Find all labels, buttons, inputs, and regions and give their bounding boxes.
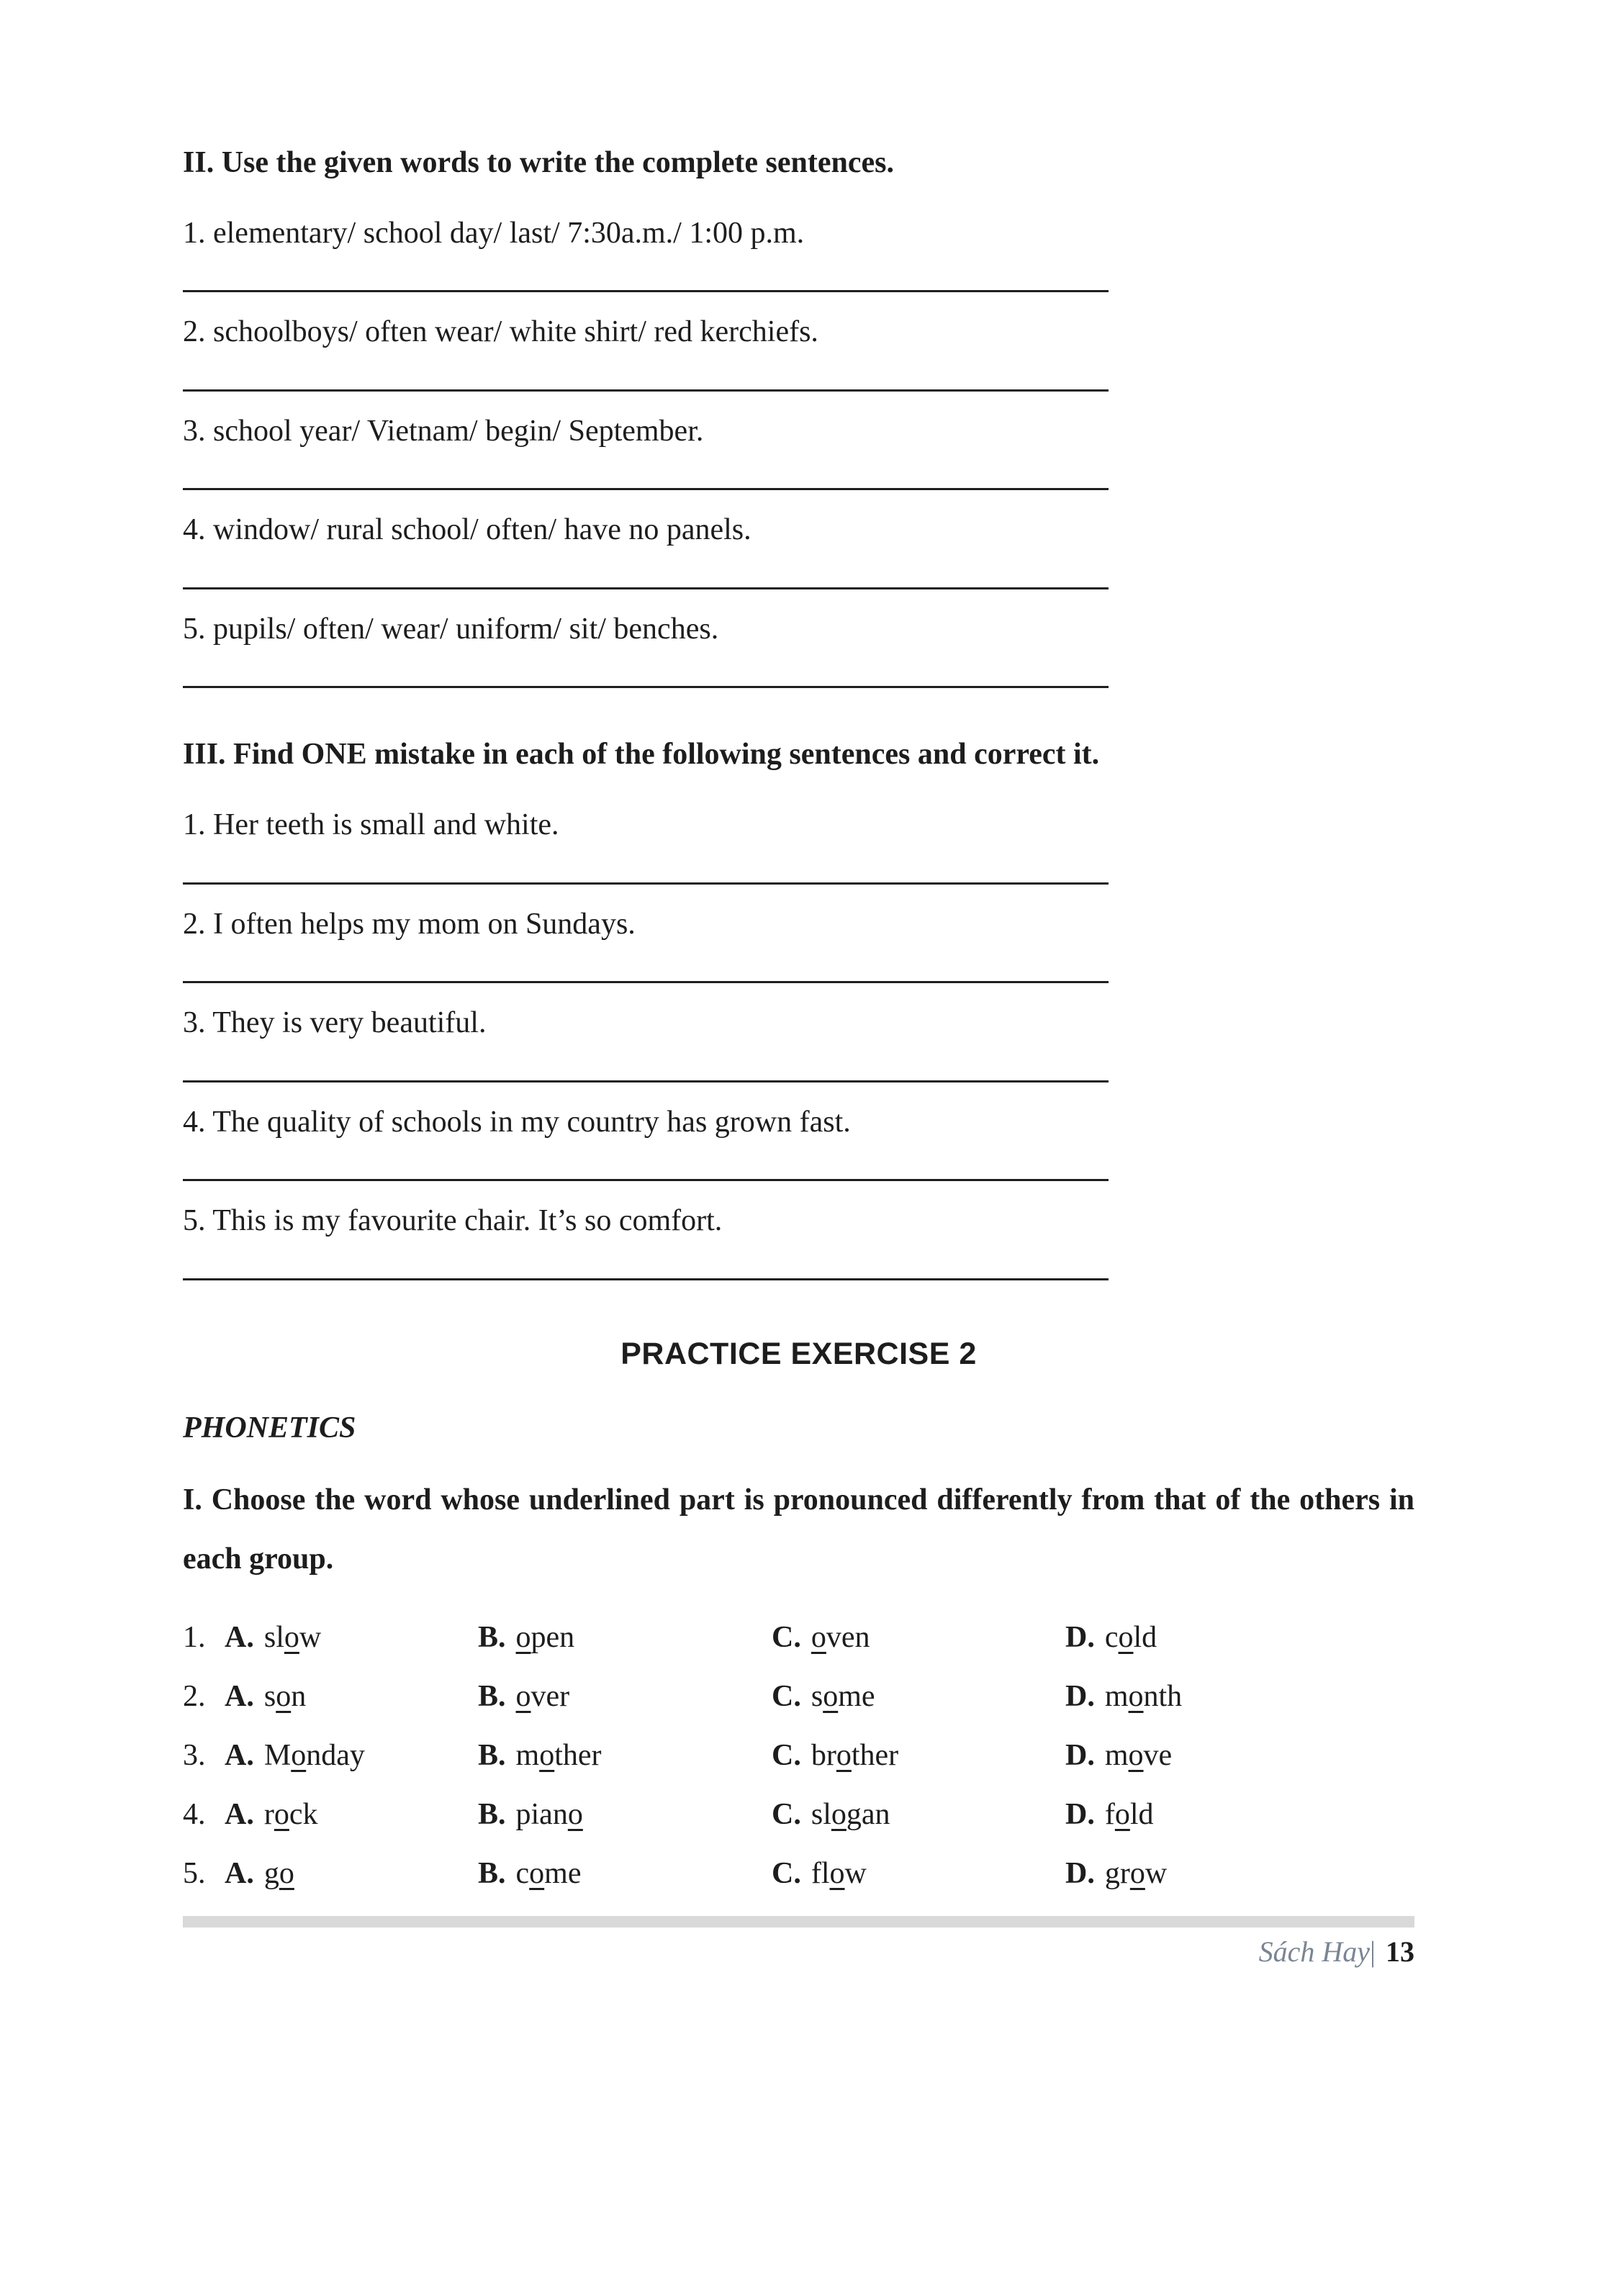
option-d <box>1065 1726 1414 1785</box>
word-post: ven <box>826 1620 870 1654</box>
word-pre: sl <box>263 1620 284 1654</box>
word-pre: c <box>1104 1620 1119 1654</box>
option-b-label: B. <box>478 1856 506 1890</box>
exercise-item-text: 2. schoolboys/ often wear/ white shirt/ red kerchiefs. <box>183 315 818 349</box>
option-d-word <box>1105 1798 1154 1831</box>
phonetics-row <box>183 1608 1414 1667</box>
phonetics-instruction: I. Choose the word whose underlined part is pronounced differently from that of the others in each group. <box>183 1483 1414 1576</box>
option-c <box>772 1844 1065 1903</box>
exercise-item-text: 1. elementary/ school day/ last/ 7:30a.m./ 1:00 p.m. <box>183 216 805 250</box>
word-post: w <box>844 1856 867 1890</box>
answer-blank-line <box>183 587 1109 589</box>
word-post: me <box>838 1679 875 1713</box>
option-c-label: C. <box>772 1738 801 1772</box>
option-c-label: C. <box>772 1679 801 1713</box>
option-a-word <box>264 1857 294 1890</box>
option-c <box>772 1667 1065 1726</box>
phonetics-subheading: PHONETICS <box>183 1411 356 1445</box>
word-post: ck <box>289 1797 318 1831</box>
section-iii-items <box>183 805 1414 1280</box>
word-underlined: o <box>1128 1679 1144 1713</box>
word-post: nth <box>1143 1679 1183 1713</box>
word-post: ther <box>851 1738 899 1772</box>
option-a-word <box>264 1798 318 1831</box>
answer-blank-line <box>183 389 1109 392</box>
option-c-word <box>811 1739 898 1772</box>
exercise-item <box>183 214 1414 293</box>
option-d-word <box>1105 1739 1172 1772</box>
option-c-word <box>811 1680 875 1713</box>
option-a-word <box>264 1680 306 1713</box>
brand-name: Sách Hay <box>1258 1935 1370 1968</box>
section-ii-title: II. Use the given words to write the complete sentences. <box>183 146 894 179</box>
phonetics-row <box>183 1844 1414 1903</box>
option-b <box>478 1608 772 1667</box>
answer-blank-line <box>183 488 1109 490</box>
option-d <box>1065 1844 1414 1903</box>
answer-blank-line <box>183 1179 1109 1181</box>
word-pre: r <box>263 1797 274 1831</box>
exercise-item <box>183 1201 1414 1280</box>
word-post: w <box>299 1620 322 1654</box>
footer-text <box>183 1933 1414 1971</box>
option-a <box>183 1667 478 1726</box>
option-d-label: D. <box>1065 1738 1095 1772</box>
section-iii-title: III. Find ONE mistake in each of the following sentences and correct it. <box>183 738 1100 772</box>
answer-blank-line <box>183 882 1109 885</box>
word-post: gan <box>846 1797 890 1831</box>
option-b-label: B. <box>478 1679 506 1713</box>
option-b <box>478 1667 772 1726</box>
option-a-word <box>264 1739 365 1772</box>
word-pre: pian <box>515 1797 568 1831</box>
option-a <box>183 1608 478 1667</box>
row-number: 4. <box>183 1797 206 1831</box>
option-b-label: B. <box>478 1797 506 1831</box>
exercise-item <box>183 905 1414 984</box>
word-underlined: o <box>1129 1856 1145 1890</box>
word-underlined: o <box>276 1679 292 1713</box>
word-underlined: o <box>811 1620 826 1654</box>
phonetics-row <box>183 1667 1414 1726</box>
word-underlined: o <box>1118 1620 1134 1654</box>
word-underlined: o <box>567 1797 583 1831</box>
word-underlined: o <box>539 1738 555 1772</box>
word-underlined: o <box>831 1797 847 1831</box>
word-pre: M <box>263 1738 292 1772</box>
answer-blank-line <box>183 686 1109 688</box>
exercise-item <box>183 1103 1414 1182</box>
option-b-word <box>516 1798 583 1831</box>
exercise-item <box>183 805 1414 885</box>
exercise-item <box>183 1003 1414 1083</box>
option-a <box>183 1726 478 1785</box>
option-c-label: C. <box>772 1620 801 1654</box>
row-number: 5. <box>183 1856 206 1890</box>
option-b <box>478 1844 772 1903</box>
option-b-word <box>516 1739 602 1772</box>
exercise-item-text: 4. window/ rural school/ often/ have no panels. <box>183 513 751 547</box>
word-pre: s <box>263 1679 276 1713</box>
word-underlined: o <box>1114 1797 1130 1831</box>
word-pre: gr <box>1104 1856 1130 1890</box>
word-pre: g <box>263 1856 279 1890</box>
word-post: ld <box>1129 1797 1154 1831</box>
word-underlined: o <box>529 1856 545 1890</box>
page-footer <box>183 1916 1414 1971</box>
word-pre: m <box>515 1738 540 1772</box>
section-ii <box>183 144 1414 688</box>
word-underlined: o <box>274 1797 289 1831</box>
option-a-word <box>264 1621 321 1654</box>
option-c <box>772 1608 1065 1667</box>
option-c-word <box>811 1857 867 1890</box>
option-b <box>478 1785 772 1844</box>
word-pre: m <box>1104 1679 1129 1713</box>
answer-blank-line <box>183 1278 1109 1280</box>
exercise-item-text: 4. The quality of schools in my country has grown fast. <box>183 1105 851 1139</box>
option-a-label: A. <box>225 1620 254 1654</box>
option-a-label: A. <box>225 1738 254 1772</box>
exercise-item-text: 3. They is very beautiful. <box>183 1006 487 1040</box>
option-d-label: D. <box>1065 1620 1095 1654</box>
word-post: ld <box>1133 1620 1157 1654</box>
word-post: me <box>544 1856 582 1890</box>
row-number: 2. <box>183 1679 206 1713</box>
word-pre: br <box>811 1738 836 1772</box>
option-d-word <box>1105 1680 1182 1713</box>
option-d-label: D. <box>1065 1797 1095 1831</box>
word-pre: m <box>1104 1738 1129 1772</box>
word-underlined: o <box>836 1738 852 1772</box>
section-ii-items <box>183 214 1414 689</box>
word-pre: f <box>1104 1797 1115 1831</box>
practice-exercise-2 <box>183 1337 1414 1903</box>
option-c <box>772 1785 1065 1844</box>
option-d-word <box>1105 1621 1157 1654</box>
word-underlined: o <box>1128 1738 1144 1772</box>
option-c-word <box>811 1798 890 1831</box>
word-underlined: o <box>279 1856 294 1890</box>
answer-blank-line <box>183 1080 1109 1083</box>
answer-blank-line <box>183 981 1109 983</box>
option-d <box>1065 1785 1414 1844</box>
footer-divider: | <box>1369 1935 1376 1968</box>
option-a <box>183 1785 478 1844</box>
word-post: pen <box>531 1620 575 1654</box>
option-d <box>1065 1608 1414 1667</box>
exercise-item-text: 5. This is my favourite chair. It’s so comfort. <box>183 1204 723 1238</box>
word-post: ther <box>554 1738 602 1772</box>
word-underlined: o <box>823 1679 839 1713</box>
option-d-word <box>1105 1857 1167 1890</box>
option-b <box>478 1726 772 1785</box>
exercise-item-text: 3. school year/ Vietnam/ begin/ September. <box>183 414 704 448</box>
word-pre: sl <box>811 1797 831 1831</box>
phonetics-rows <box>183 1608 1414 1903</box>
word-underlined: o <box>515 1620 531 1654</box>
word-post: ver <box>531 1679 570 1713</box>
option-a <box>183 1844 478 1903</box>
answer-blank-line <box>183 290 1109 292</box>
word-pre: c <box>515 1856 530 1890</box>
option-d-label: D. <box>1065 1679 1095 1713</box>
option-a-label: A. <box>225 1679 254 1713</box>
exercise-item-text: 5. pupils/ often/ wear/ uniform/ sit/ benches. <box>183 612 719 646</box>
word-post: nday <box>306 1738 365 1772</box>
word-underlined: o <box>284 1620 299 1654</box>
word-underlined: o <box>291 1738 307 1772</box>
row-number: 3. <box>183 1738 206 1772</box>
word-underlined: o <box>829 1856 845 1890</box>
option-b-word <box>516 1621 575 1654</box>
option-c-word <box>811 1621 870 1654</box>
practice-exercise-heading: PRACTICE EXERCISE 2 <box>620 1336 977 1371</box>
section-iii <box>183 736 1414 1280</box>
option-b-label: B. <box>478 1738 506 1772</box>
option-a-label: A. <box>225 1797 254 1831</box>
phonetics-row <box>183 1726 1414 1785</box>
word-underlined: o <box>515 1679 531 1713</box>
exercise-item <box>183 610 1414 689</box>
row-number: 1. <box>183 1620 206 1654</box>
exercise-item-text: 2. I often helps my mom on Sundays. <box>183 907 636 941</box>
option-b-word <box>516 1680 570 1713</box>
exercise-item-text: 1. Her teeth is small and white. <box>183 808 559 841</box>
option-d-label: D. <box>1065 1856 1095 1890</box>
option-d <box>1065 1667 1414 1726</box>
option-b-label: B. <box>478 1620 506 1654</box>
option-c-label: C. <box>772 1797 801 1831</box>
word-post: n <box>291 1679 307 1713</box>
option-b-word <box>516 1857 582 1890</box>
option-c <box>772 1726 1065 1785</box>
exercise-item <box>183 312 1414 392</box>
option-c-label: C. <box>772 1856 801 1890</box>
word-post: ve <box>1143 1738 1173 1772</box>
word-pre: fl <box>811 1856 830 1890</box>
exercise-item <box>183 412 1414 491</box>
option-a-label: A. <box>225 1856 254 1890</box>
word-post: w <box>1145 1856 1168 1890</box>
word-pre: s <box>811 1679 823 1713</box>
page-number: 13 <box>1386 1935 1414 1968</box>
phonetics-row <box>183 1785 1414 1844</box>
exercise-item <box>183 510 1414 589</box>
footer-separator-bar <box>183 1916 1414 1927</box>
